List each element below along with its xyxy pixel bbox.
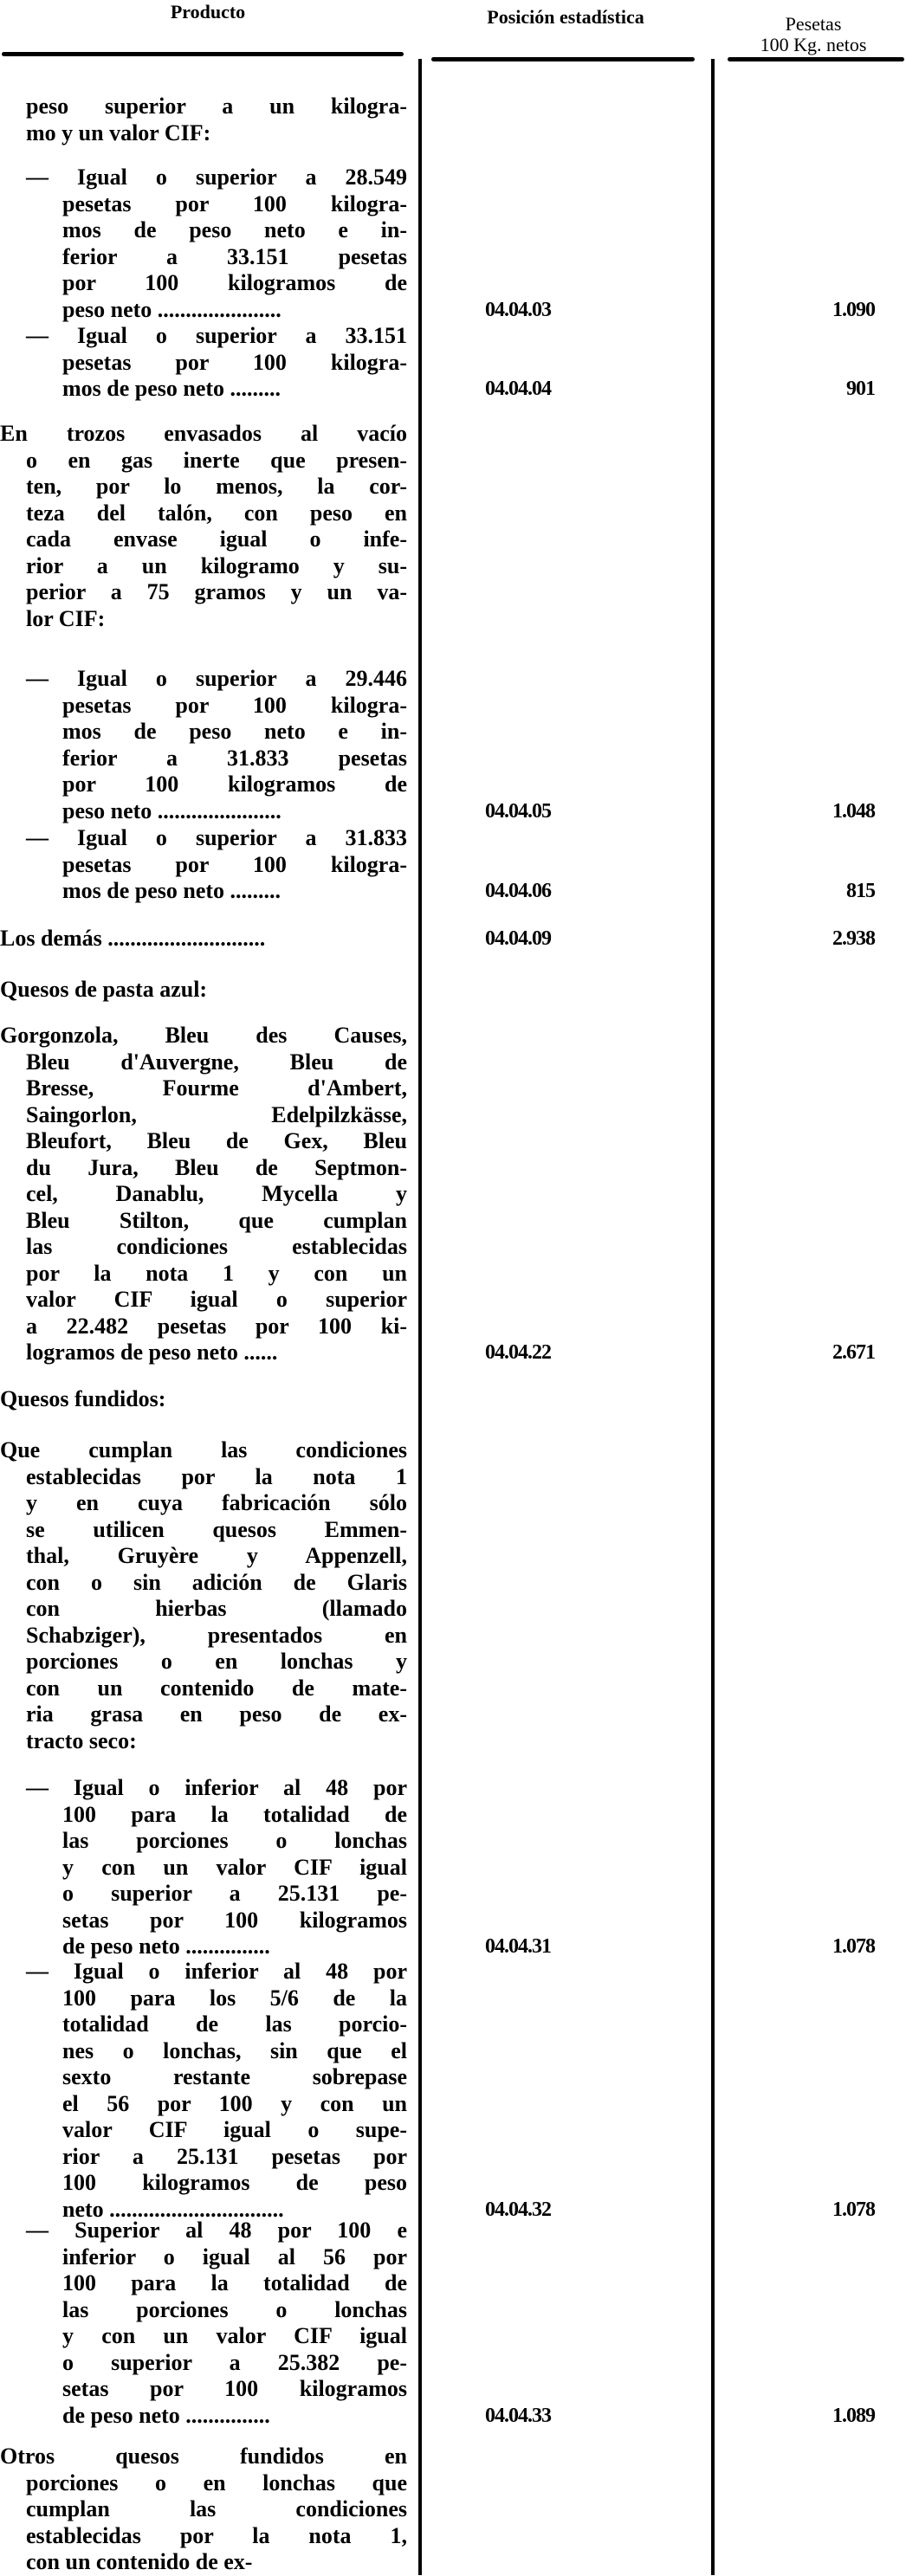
description-line: las porciones o lonchas (62, 2296, 407, 2322)
product-description (0, 2444, 407, 2576)
description-line: valor CIF igual o supe- (62, 2117, 407, 2142)
product-description (0, 977, 407, 1004)
statistical-position: 04.04.22 (485, 1341, 551, 1364)
header-rule (2, 52, 404, 56)
product-description (0, 1437, 407, 1754)
description-line: a 22.482 pesetas por 100 ki- (26, 1313, 407, 1339)
description-line: lor CIF: (26, 605, 106, 631)
description-line: setas por 100 kilogramos (62, 1907, 407, 1933)
description-line: Gorgonzola, Bleu des Causes, (0, 1023, 407, 1048)
product-description (0, 165, 407, 323)
description-line: y con un valor CIF igual (62, 2323, 407, 2348)
product-description (0, 2218, 407, 2429)
description-line: ferior a 31.833 pesetas (62, 745, 407, 771)
description-line: con o sin adición de Glaris (26, 1569, 407, 1595)
description-line: peso neto ...................... (62, 797, 282, 823)
description-line: rior a 25.131 pesetas por (62, 2143, 407, 2169)
description-line: valor CIF igual o superior (26, 1287, 407, 1312)
pesetas-value: 815 (846, 880, 875, 902)
description-line: o superior a 25.382 pe- (62, 2349, 407, 2375)
description-line: teza del talón, con peso en (26, 500, 407, 526)
description-line: con un contenido de mate- (26, 1675, 407, 1701)
description-line: du Jura, Bleu de Septmon- (26, 1154, 407, 1180)
statistical-position: 04.04.03 (485, 298, 551, 321)
pesetas-value: 1.089 (832, 2404, 875, 2427)
description-line: inferior o igual al 56 por (62, 2244, 407, 2269)
description-line: el 56 por 100 y con un (62, 2090, 407, 2116)
description-line: y en cuya fabricación sólo (26, 1490, 407, 1515)
description-line: totalidad de las porcio- (62, 2011, 407, 2037)
product-description (0, 323, 407, 403)
description-line: ten, por lo menos, la cor- (26, 474, 407, 499)
description-line: perior a 75 gramos y un va- (26, 579, 407, 604)
description-line: cel, Danablu, Mycella y (26, 1181, 407, 1206)
description-line: mos de peso neto e in- (62, 217, 407, 242)
description-line: Saingorlon, Edelpilzkässe, (26, 1101, 407, 1127)
description-line: tracto seco: (26, 1727, 137, 1753)
description-line: Los demás ............................ (0, 926, 266, 951)
description-line: — Igual o inferior al 48 por (26, 1959, 407, 1984)
description-line: thal, Gruyère y Appenzell, (26, 1543, 407, 1568)
description-line: las condiciones establecidas (26, 1234, 407, 1259)
pesetas-value: 2.671 (832, 1341, 875, 1364)
column-header-pesetas-line2: 100 Kg. netos (760, 34, 867, 55)
product-description (0, 421, 407, 632)
statistical-position: 04.04.32 (485, 2198, 551, 2221)
description-line: por la nota 1 y con un (26, 1260, 407, 1286)
product-description (0, 1775, 407, 1960)
description-line: Otros quesos fundidos en (0, 2444, 407, 2469)
product-description (0, 825, 407, 905)
description-line: 100 para la totalidad de (62, 1801, 407, 1827)
description-line: con un contenido de ex- (26, 2549, 253, 2574)
description-line: — Igual o inferior al 48 por (26, 1775, 407, 1800)
description-line: o en gas inerte que presen- (26, 447, 407, 473)
statistical-position: 04.04.06 (485, 880, 551, 902)
description-line: de peso neto ............... (62, 2402, 270, 2428)
product-description (0, 94, 407, 146)
description-line: de peso neto ............... (62, 1934, 270, 1959)
description-line: y con un valor CIF igual (62, 1854, 407, 1880)
description-line: por 100 kilogramos de (62, 270, 407, 295)
description-line: Que cumplan las condiciones (0, 1437, 407, 1462)
column-header-pesetas (721, 14, 906, 55)
description-line: pesetas por 100 kilogra- (62, 349, 407, 375)
product-description (0, 1959, 407, 2223)
description-line: nes o lonchas, sin que el (62, 2037, 407, 2063)
header-rule (431, 57, 695, 61)
description-line: neto ............................... (62, 2196, 284, 2222)
description-line: cumplan las condiciones (26, 2496, 407, 2521)
column-header-producto: Producto (170, 1, 246, 23)
description-line: porciones o en lonchas que (26, 2469, 407, 2495)
description-line: cada envase igual o infe- (26, 526, 407, 552)
description-line: mos de peso neto ......... (62, 878, 282, 903)
description-line: con hierbas (llamado (26, 1596, 407, 1621)
pesetas-value: 1.078 (832, 1935, 875, 1958)
description-line: 100 para los 5/6 de la (62, 1985, 407, 2011)
column-divider (418, 59, 422, 2575)
description-line: pesetas por 100 kilogra- (62, 692, 407, 718)
statistical-position: 04.04.05 (485, 799, 551, 823)
description-line: porciones o en lonchas y (26, 1649, 407, 1674)
description-line: Bleu Stilton, que cumplan (26, 1207, 407, 1233)
pesetas-value: 1.048 (832, 799, 875, 823)
description-line: — Igual o superior a 31.833 (26, 825, 407, 850)
description-line: Bleufort, Bleu de Gex, Bleu (26, 1128, 407, 1153)
pesetas-value: 1.078 (832, 2198, 875, 2221)
description-line: pesetas por 100 kilogra- (62, 190, 407, 216)
description-line: ferior a 33.151 pesetas (62, 243, 407, 269)
product-description (0, 926, 407, 952)
column-header-pesetas-line1: Pesetas (785, 13, 842, 35)
description-line: por 100 kilogramos de (62, 772, 407, 797)
description-line: rior a un kilogramo y su- (26, 552, 407, 578)
description-line: pesetas por 100 kilogra- (62, 851, 407, 877)
pesetas-value: 1.090 (832, 298, 875, 321)
description-line: las porciones o lonchas (62, 1828, 407, 1853)
description-line: setas por 100 kilogramos (62, 2376, 407, 2401)
description-line: Schabziger), presentados en (26, 1622, 407, 1648)
description-line: logramos de peso neto ...... (26, 1340, 278, 1365)
description-line: — Igual o superior a 28.549 (26, 165, 407, 190)
description-line: En trozos envasados al vacío (0, 421, 407, 446)
description-line: Quesos fundidos: (0, 1386, 166, 1411)
description-line: — Superior al 48 por 100 e (26, 2218, 407, 2243)
column-header-posicion: Posición estadística (487, 6, 644, 28)
pesetas-value: 2.938 (832, 927, 875, 950)
description-line: Bresse, Fourme d'Ambert, (26, 1075, 407, 1101)
description-line: 100 para la totalidad de (62, 2270, 407, 2295)
description-line: 100 kilogramos de peso (62, 2170, 407, 2195)
description-line: se utilicen quesos Emmen- (26, 1516, 407, 1542)
description-line: o superior a 25.131 pe- (62, 1881, 407, 1906)
description-line: establecidas por la nota 1, (26, 2522, 407, 2548)
description-line: mo y un valor CIF: (26, 119, 211, 145)
description-line: peso superior a un kilogra- (26, 94, 407, 119)
product-description (0, 666, 407, 824)
statistical-position: 04.04.04 (485, 378, 551, 400)
header-rule (728, 57, 904, 61)
description-line: mos de peso neto e in- (62, 719, 407, 744)
description-line: Quesos de pasta azul: (0, 977, 208, 1002)
description-line: mos de peso neto ......... (62, 376, 282, 401)
description-line: peso neto ...................... (62, 296, 282, 322)
product-description (0, 1023, 407, 1366)
description-line: establecidas por la nota 1 (26, 1463, 407, 1489)
statistical-position: 04.04.33 (485, 2404, 551, 2427)
description-line: — Igual o superior a 29.446 (26, 666, 407, 691)
description-line: ria grasa en peso de ex- (26, 1701, 407, 1727)
statistical-position: 04.04.09 (485, 927, 551, 950)
description-line: Bleu d'Auvergne, Bleu de (26, 1049, 407, 1075)
pesetas-value: 901 (846, 378, 875, 400)
description-line: sexto restante sobrepase (62, 2064, 407, 2089)
product-description (0, 1386, 407, 1413)
statistical-position: 04.04.31 (485, 1935, 551, 1958)
description-line: — Igual o superior a 33.151 (26, 323, 407, 348)
